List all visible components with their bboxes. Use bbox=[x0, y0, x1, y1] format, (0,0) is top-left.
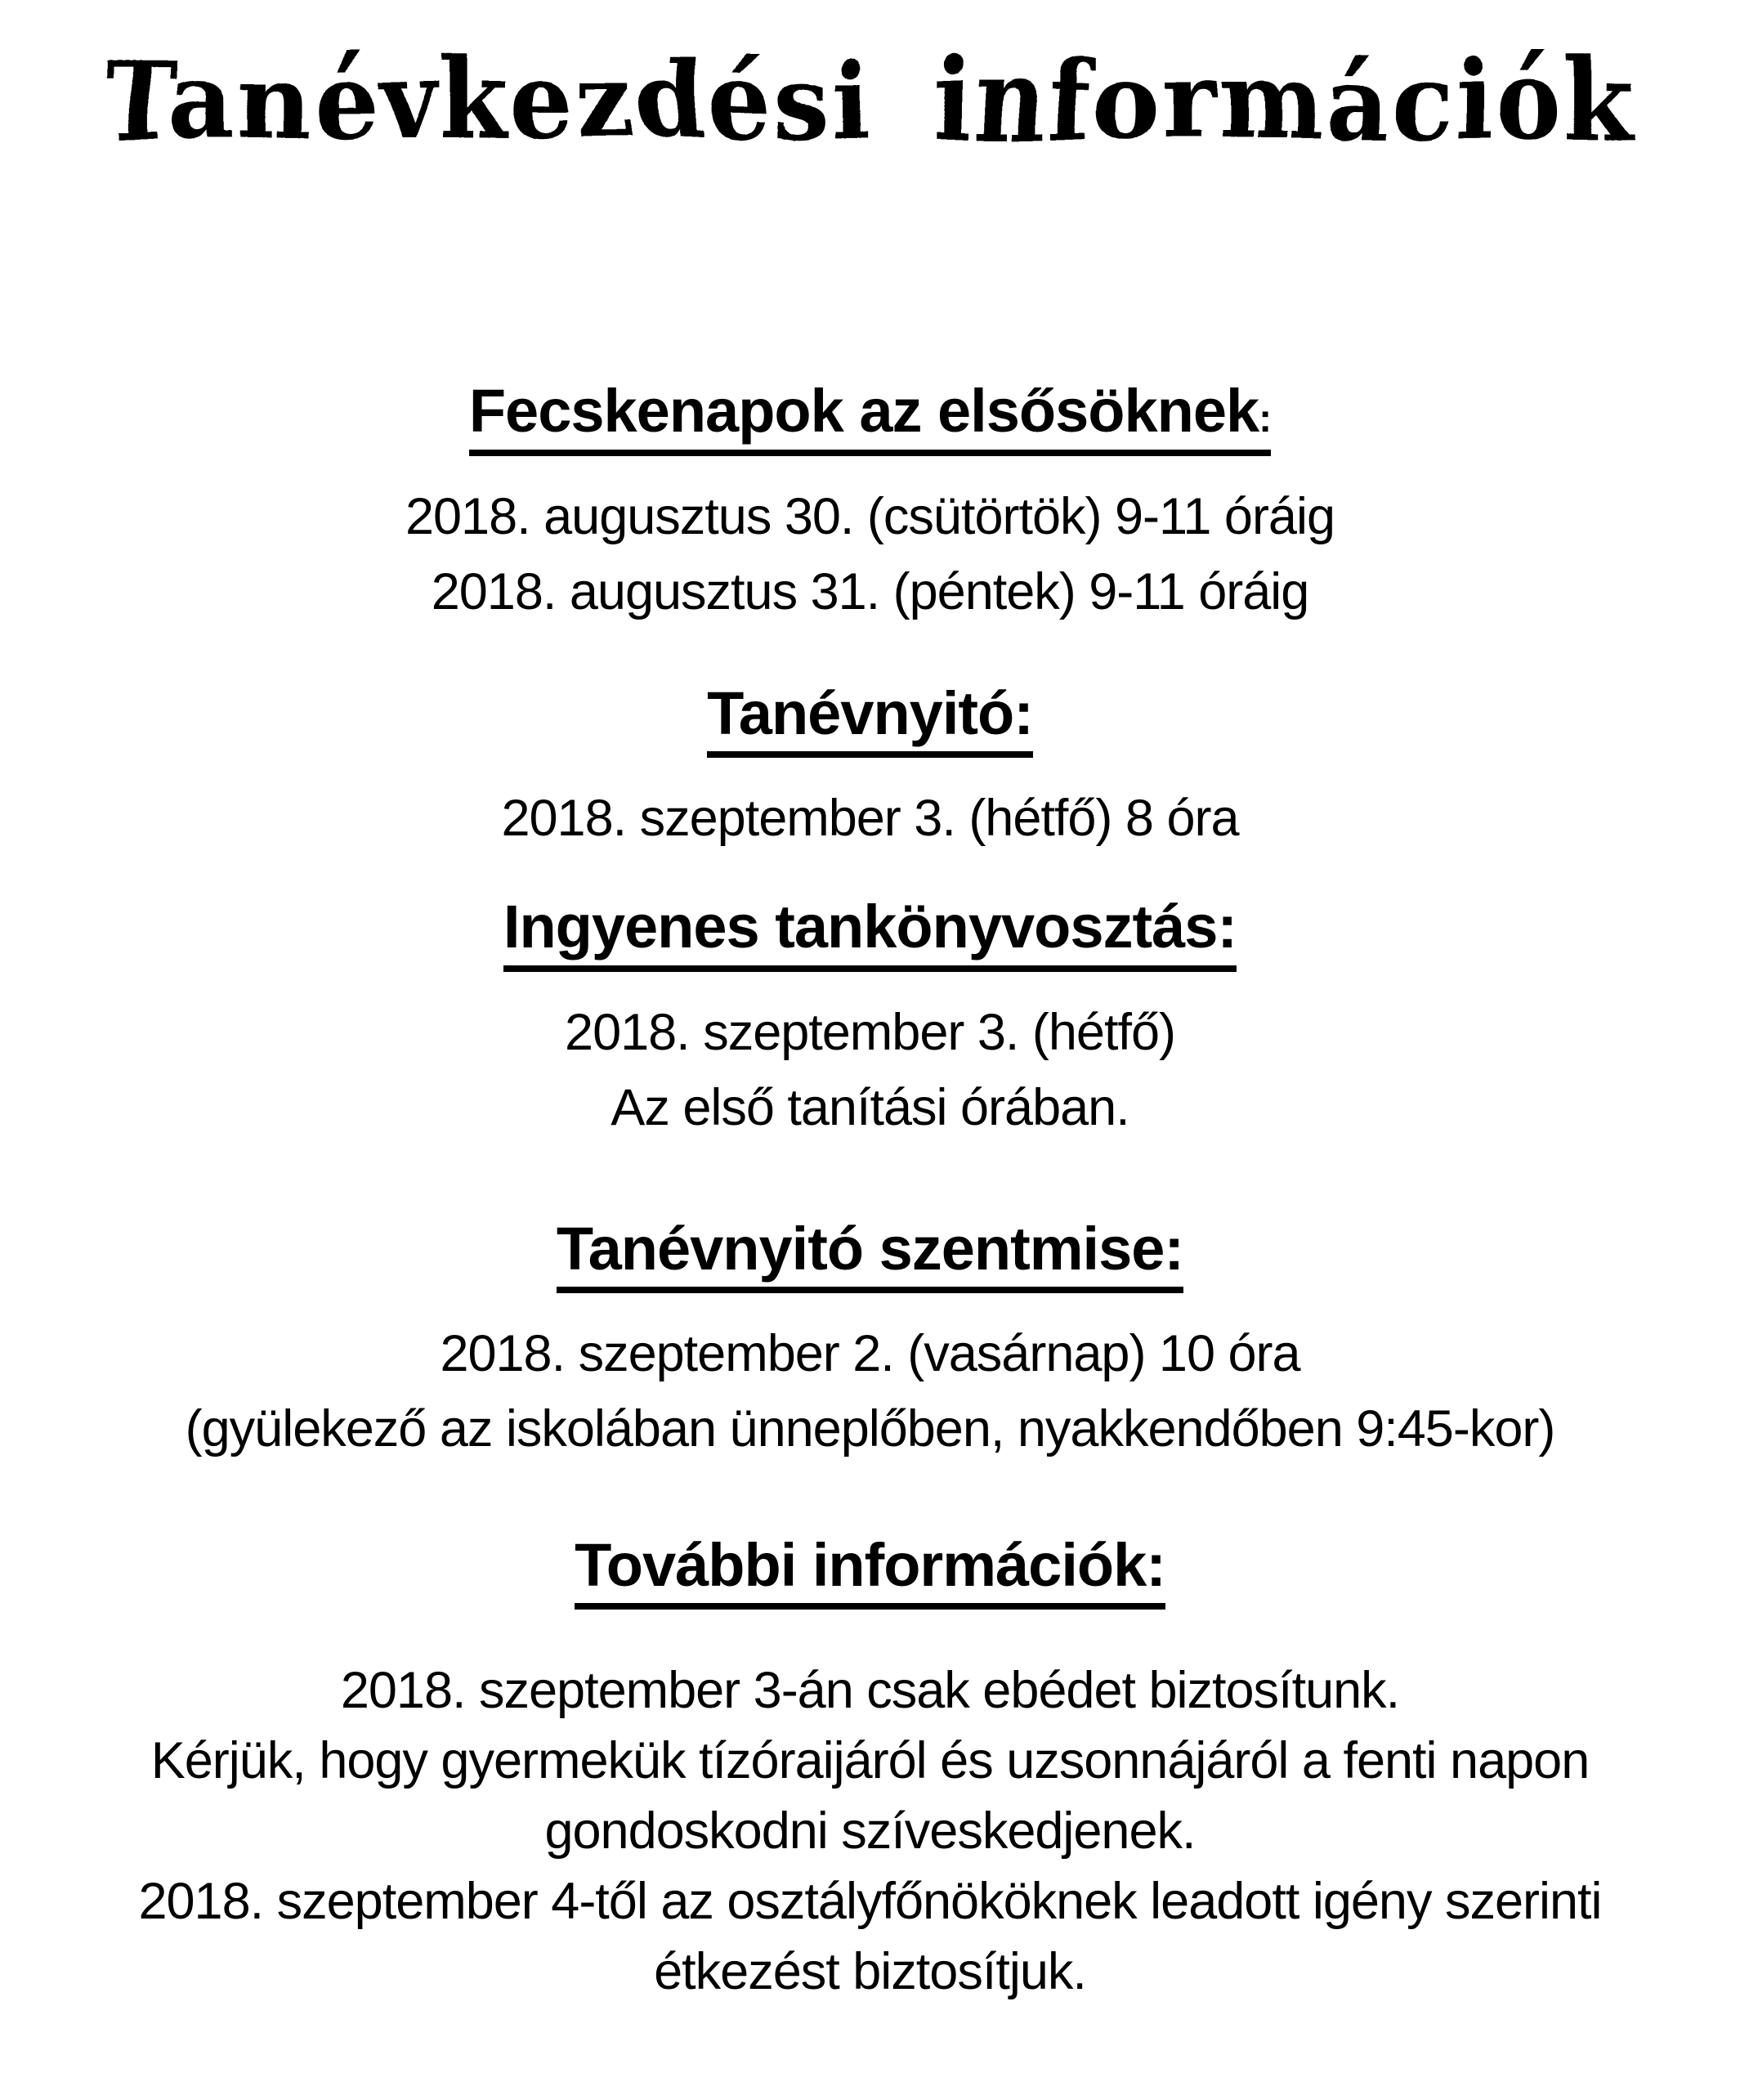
document-title: Tanévkezdési információk bbox=[103, 37, 1637, 164]
heading-underline bbox=[557, 1216, 1183, 1293]
section-tovabbi-informaciok bbox=[0, 1532, 1740, 2007]
heading-text: Fecskenapok az elsősöknek bbox=[468, 377, 1259, 446]
section-heading-tovabbi bbox=[0, 1532, 1740, 1610]
section-line: (gyülekező az iskolában ünneplőben, nyakkendőben 9:45-kor) bbox=[185, 1399, 1555, 1457]
section-line: 2018. szeptember 3. (hétfő) bbox=[565, 1003, 1175, 1061]
section-tankonyvosztas bbox=[0, 893, 1740, 1144]
heading-text: Tanévnyitó szentmise: bbox=[556, 1214, 1184, 1283]
section-line: 2018. szeptember 4-től az osztályfőnököknek leadott igény szerinti bbox=[138, 1873, 1602, 1931]
section-line: Kérjük, hogy gyermekük tízóraijáról és uzsonnájáról a fenti napon bbox=[150, 1732, 1590, 1790]
section-heading-tanevnyito bbox=[0, 680, 1740, 758]
section-line: Az első tanítási órában. bbox=[611, 1078, 1129, 1136]
heading-underline bbox=[503, 893, 1237, 971]
section-heading-szentmise bbox=[0, 1216, 1740, 1293]
section-tanevnyito bbox=[0, 680, 1740, 856]
section-fecskenapok bbox=[0, 378, 1740, 629]
section-line: 2018. szeptember 3. (hétfő) 8 óra bbox=[501, 790, 1239, 848]
section-szentmise bbox=[0, 1216, 1740, 1466]
section-heading-tankonyvosztas bbox=[0, 893, 1740, 971]
heading-underline bbox=[469, 378, 1271, 455]
section-heading-fecskenapok bbox=[0, 378, 1740, 455]
heading-text: Ingyenes tankönyvosztás: bbox=[503, 893, 1237, 961]
heading-underline bbox=[707, 680, 1033, 758]
heading-text: További információk: bbox=[575, 1530, 1165, 1599]
section-line: 2018. augusztus 31. (péntek) 9-11 óráig bbox=[431, 562, 1309, 620]
heading-underline bbox=[575, 1532, 1165, 1610]
section-line: gondoskodni szíveskedjenek. bbox=[544, 1802, 1196, 1860]
section-line: 2018. szeptember 3-án csak ebédet biztosítunk. bbox=[340, 1662, 1400, 1720]
section-line: 2018. szeptember 2. (vasárnap) 10 óra bbox=[440, 1324, 1300, 1382]
section-line: étkezést biztosítjuk. bbox=[654, 1943, 1086, 2001]
section-line: 2018. augusztus 30. (csütörtök) 9-11 óráig bbox=[405, 487, 1335, 545]
heading-colon: : bbox=[1259, 397, 1272, 441]
heading-text: Tanévnyitó: bbox=[707, 678, 1033, 747]
